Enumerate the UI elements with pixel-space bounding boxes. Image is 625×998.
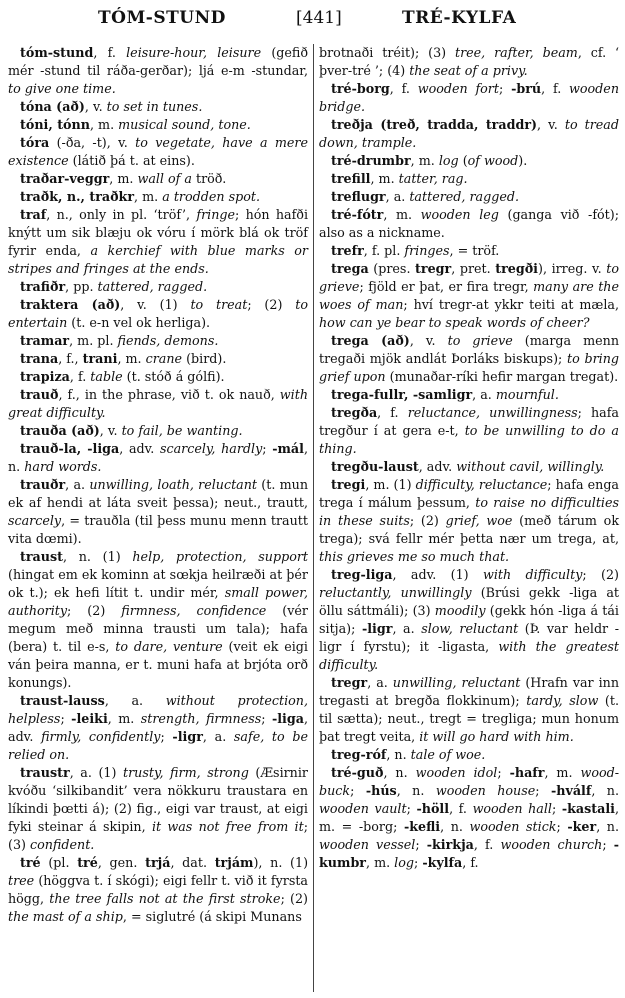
entry-text: (t. stóð á gólfi). [122, 369, 225, 384]
entry-text: ; [406, 801, 417, 816]
entry-text: ), irreg. v. [538, 261, 607, 276]
dictionary-entry [8, 278, 308, 296]
entry-headword: treg-róf [331, 747, 387, 762]
entry-headword: tóra [20, 135, 50, 150]
entry-text: (bird). [182, 351, 227, 366]
dictionary-entry [8, 170, 308, 188]
entry-definition: scarcely, hardly [160, 441, 263, 456]
entry-definition: reluctantly, unwillingly [319, 585, 472, 600]
entry-text: ; (2) [247, 297, 296, 312]
entry-text: , adv. (1) [392, 567, 483, 582]
entry-text: , v. [84, 99, 107, 114]
entry-text: , a. [367, 675, 393, 690]
entry-text: (höggva t. í skógi); eigi fellr t. við it fyrsta högg, [8, 873, 308, 906]
dictionary-entry [8, 368, 308, 386]
entry-headword: tramar [20, 333, 70, 348]
entry-definition: tree [8, 873, 35, 888]
entry-text: ; [415, 837, 427, 852]
entry-definition: trusty, firm, strong [123, 765, 249, 780]
entry-headword: treflugr [331, 189, 386, 204]
dictionary-entry [8, 188, 308, 206]
entry-text: , adv. [8, 711, 308, 744]
entry-text: , f. [449, 801, 473, 816]
entry-headword: trauð [20, 387, 59, 402]
entry-text: brotnaði tréit); (3) [319, 45, 455, 60]
entry-headword: trapiza [20, 369, 70, 384]
entry-definition: firmness, confidence [121, 603, 267, 618]
entry-text: ; [556, 819, 568, 834]
entry-definition: moodily [434, 603, 486, 618]
entry-headword: tregðu-laust [331, 459, 419, 474]
entry-text: ; [350, 783, 366, 798]
entry-text: (pl. [40, 855, 78, 870]
entry-definition: tattered, ragged. [97, 279, 208, 294]
entry-text: , v. [99, 423, 122, 438]
entry-headword: trauð-la, -liga [20, 441, 120, 456]
column-divider [313, 44, 314, 992]
entry-definition: unwilling, reluctant [392, 675, 521, 690]
dictionary-entry [319, 188, 619, 206]
entry-text: , v. (1) [120, 297, 191, 312]
entry-text: , a. [392, 621, 422, 636]
entry-definition: grief, woe [445, 513, 513, 528]
entry-definition: tatter, rag. [398, 171, 468, 186]
entry-headword: trega [331, 261, 369, 276]
entry-subheadword: -kirkja [426, 837, 474, 852]
dictionary-entry [8, 386, 308, 422]
entry-definition: to treat [190, 297, 248, 312]
entry-text: , f., in the phrase, við t. ok nauð, [58, 387, 280, 402]
entry-definition: tattered, ragged. [409, 189, 519, 204]
entry-text: (pres. [368, 261, 416, 276]
entry-headword: trega (að) [331, 333, 410, 348]
entry-headword: trauða (að) [20, 423, 100, 438]
entry-headword: trega-fullr, -samligr [331, 387, 473, 402]
entry-text: (Æsirnir kvóðu ‘silkibandit’ vera nökkuru traustara en líkindi þœtti á); (2) fig., eigi var traust, at eigi fyki steinar á skipin, [8, 765, 308, 834]
entry-text: ), n. (1) [253, 855, 309, 870]
entry-headword: tregða [331, 405, 378, 420]
entry-subheadword: trani [82, 351, 118, 366]
entry-definition: wooden bridge. [319, 81, 619, 114]
entry-subheadword: -kastali [561, 801, 615, 816]
dictionary-entry [8, 422, 308, 440]
entry-definition: fiends, demons. [117, 333, 219, 348]
entry-text: (t. e-n vel ok herliga). [67, 315, 211, 330]
entry-text: ; (2) [67, 603, 122, 618]
dictionary-entry [8, 440, 308, 476]
entry-text: , m. [117, 351, 146, 366]
entry-text: (Brúsi gekk -liga at öllu sáttmáli); (3) [319, 585, 619, 618]
entry-headword: traðar-veggr [20, 171, 110, 186]
entry-text: ; hafa enga trega í málum þessum, [319, 477, 619, 510]
page-number: [441] [296, 8, 342, 28]
entry-text: , n. [383, 765, 416, 780]
entry-text: ; [261, 711, 272, 726]
entry-text: , adv. [418, 459, 457, 474]
entry-text: (látið þá t. at eins). [68, 153, 195, 168]
entry-definition: with difficulty [483, 567, 583, 582]
dictionary-entry [319, 260, 619, 332]
entry-definition: safe, to be relied on. [8, 729, 309, 762]
entry-text: , f. [541, 81, 570, 96]
entry-definition: how can ye bear to speak words of cheer? [319, 315, 590, 330]
entry-definition: to raise no difficulties in these suits [319, 495, 619, 528]
entry-definition: to entertain [8, 297, 308, 330]
entry-headword: tóna (að) [20, 99, 85, 114]
dictionary-entry [8, 854, 308, 926]
dictionary-entry [319, 242, 619, 260]
entry-definition: musical sound, tone. [118, 117, 251, 132]
entry-subheadword: -kefli [403, 819, 441, 834]
entry-definition: scarcely [8, 513, 62, 528]
dictionary-entry [8, 548, 308, 692]
entry-text: , f. [377, 405, 408, 420]
dictionary-entry [319, 566, 619, 674]
entry-definition: unwilling, loath, reluctant [89, 477, 258, 492]
dictionary-entry [319, 764, 619, 872]
entry-headword: trauðr [20, 477, 66, 492]
entry-subheadword: tré [77, 855, 98, 870]
entry-headword: tré-borg [331, 81, 390, 96]
entry-definition: tale of woe. [410, 747, 486, 762]
entry-text: , f. [473, 837, 501, 852]
entry-text: ; fjöld er þat, er fira tregr, [359, 279, 534, 294]
entry-text: (gefið mér -stund til ráða-gerðar); ljá e-m -stundar, [8, 45, 309, 78]
entry-text: (gekk hón -liga á tái sitja); [319, 603, 619, 636]
entry-definition: firmly, confidently [41, 729, 161, 744]
entry-text: , n. [440, 819, 470, 834]
entry-headword: traðk, n., traðkr [20, 189, 135, 204]
entry-definition: a trodden spot. [162, 189, 260, 204]
dictionary-entry [319, 80, 619, 116]
dictionary-entry [8, 98, 308, 116]
entry-text: , m. pl. [69, 333, 118, 348]
entry-text: , m. [410, 153, 439, 168]
entry-text: , a. [104, 693, 166, 708]
entry-definition: table [90, 369, 123, 384]
entry-subheadword: -brú [511, 81, 542, 96]
entry-subheadword: -leiki [71, 711, 108, 726]
entry-definition: mournful. [495, 387, 559, 402]
entry-definition: it was not free from it [151, 819, 304, 834]
dictionary-entry [8, 332, 308, 350]
dictionary-entry [8, 296, 308, 332]
dictionary-entry [8, 134, 308, 170]
entry-definition: wooden stick [469, 819, 557, 834]
entry-definition: hard words. [24, 459, 102, 474]
entry-text: ; [551, 801, 562, 816]
entry-text: ; [497, 765, 510, 780]
entry-text: , m. [370, 171, 399, 186]
entry-text: ). [518, 153, 528, 168]
entry-definition: to vegetate, have a mere existence [8, 135, 308, 168]
entry-definition: to give one time. [8, 81, 116, 96]
entry-definition: to set in tunes. [106, 99, 203, 114]
entry-text: , m. [366, 855, 395, 870]
entry-text: , n. [591, 783, 620, 798]
entry-text: ; [535, 783, 551, 798]
entry-text: , v. [409, 333, 448, 348]
entry-subheadword: tregr [415, 261, 452, 276]
entry-subheadword: trjá [145, 855, 171, 870]
entry-text: ; [60, 711, 72, 726]
entry-definition: tree, rafter, beam [455, 45, 578, 60]
entry-definition: reluctance, unwillingness [407, 405, 578, 420]
entry-definition: confident. [30, 837, 95, 852]
entry-text: , m. = -borg; [319, 801, 620, 834]
entry-definition: wooden vault [319, 801, 407, 816]
entry-text: ; hón hafði knýtt um sik blæju ok vóru í mörk blá ok tröf fyrir enda, [8, 207, 309, 258]
entry-text: , f. [389, 81, 418, 96]
entry-definition: wood-buck [319, 765, 619, 798]
entry-subheadword: -höll [416, 801, 450, 816]
dictionary-entry [319, 746, 619, 764]
entry-definition: the mast of a ship [8, 909, 123, 924]
entry-text: (ganga við -fót); also as a nickname. [319, 207, 619, 240]
entry-text: , f., [58, 351, 83, 366]
left-column [8, 44, 308, 926]
entry-text: (munaðar-ríki hefir margan tregat). [385, 369, 619, 384]
entry-text: (t. mun ek af hendi at láta sveit þessa); neut., trautt, [8, 477, 308, 510]
entry-text: ; [498, 81, 512, 96]
entry-text: ; [262, 441, 273, 456]
entry-text: ; [602, 837, 614, 852]
entry-text: , m. (1) [365, 477, 416, 492]
entry-headword: tré-fótr [331, 207, 384, 222]
entry-subheadword: -liga [271, 711, 304, 726]
entry-text: , f. [93, 45, 127, 60]
entry-definition: with the greatest difficulty. [319, 639, 619, 672]
entry-definition: to be unwilling to do a thing. [319, 423, 619, 456]
entry-text: ; [414, 855, 423, 870]
dictionary-entry [8, 44, 308, 98]
entry-text: (-ða, -t), v. [49, 135, 136, 150]
entry-text: ; (3) [8, 819, 308, 852]
dictionary-entry [319, 386, 619, 404]
entry-text: , m. [383, 207, 421, 222]
entry-headword: traust [20, 549, 63, 564]
entry-text: , m. [134, 189, 163, 204]
entry-subheadword: -hús [365, 783, 397, 798]
entry-text: , = trauðla (til þess munu menn trautt vita dœmi). [8, 513, 308, 546]
entry-headword: traust-lauss [20, 693, 105, 708]
entry-definition: difficulty, reluctance [415, 477, 548, 492]
dictionary-entry [319, 404, 619, 458]
entry-text: , n., only in pl. ‘tröf’, [46, 207, 197, 222]
entry-definition: to fail, be wanting. [121, 423, 243, 438]
entry-definition: the seat of a privy. [409, 63, 528, 78]
entry-text: ; (2) [280, 891, 309, 906]
dictionary-entry [319, 458, 619, 476]
dictionary-entry [8, 116, 308, 134]
entry-definition: wooden house [435, 783, 536, 798]
entry-headword: treðja (treð, tradda, traddr) [331, 117, 538, 132]
entry-definition: slow, reluctant [421, 621, 519, 636]
dictionary-entry [319, 674, 619, 746]
entry-subheadword: -hafr [509, 765, 545, 780]
entry-definition: strength, firmness [140, 711, 262, 726]
entry-text: , = siglutré (á skipi Munans [122, 909, 302, 924]
entry-text: , m. [544, 765, 581, 780]
entry-text: (vér megum með minna trausti um tala); hafa (bera) t. til e-s, [8, 603, 308, 654]
entry-definition: small power, authority [8, 585, 308, 618]
entry-subheadword: tregði [495, 261, 539, 276]
entry-text: , m. [109, 171, 138, 186]
entry-headword: trana [20, 351, 59, 366]
entry-text: , v. [537, 117, 565, 132]
entry-text: , a. [385, 189, 410, 204]
entry-definition: wooden fort [417, 81, 499, 96]
entry-text: tröð. [191, 171, 227, 186]
entry-text: , adv. [119, 441, 160, 456]
entry-definition: log [394, 855, 414, 870]
entry-text: , f. pl. [363, 243, 405, 258]
entry-definition: to grieve [447, 333, 513, 348]
entry-text: , m. [89, 117, 119, 132]
entry-definition: wall of a [137, 171, 192, 186]
entry-text: , f. [69, 369, 91, 384]
dictionary-entry [319, 332, 619, 386]
running-header [0, 4, 625, 30]
dictionary-entry [319, 206, 619, 242]
entry-headword: treg-liga [331, 567, 393, 582]
entry-text: (t. til sætta); neut., tregt = tregliga; mun honum þat tregt veita, [319, 693, 619, 744]
entry-definition: to bring grief upon [319, 351, 620, 384]
entry-subheadword: -kumbr [319, 837, 620, 870]
entry-headword: tré [20, 855, 41, 870]
entry-definition: the tree falls not at the first stroke [49, 891, 281, 906]
entry-definition: wooden church [500, 837, 603, 852]
header-right-guide-word: TRÉ-KYLFA [402, 8, 517, 28]
entry-subheadword: -ligr [172, 729, 203, 744]
entry-definition: wooden vessel [319, 837, 416, 852]
entry-definition: wooden hall [472, 801, 552, 816]
dictionary-entry [8, 764, 308, 854]
entry-text: , gen. [97, 855, 146, 870]
entry-headword: tóm-stund [20, 45, 94, 60]
entry-subheadword: -mál [272, 441, 304, 456]
entry-text: , n. [596, 819, 619, 834]
entry-headword: tóni, tónn [20, 117, 90, 132]
entry-text: , f. [462, 855, 479, 870]
entry-text: , a. [65, 477, 90, 492]
entry-headword: tré-guð [331, 765, 384, 780]
entry-definition: of wood [467, 153, 519, 168]
header-left-guide-word: TÓM-STUND [98, 8, 226, 28]
entry-text: , m. [107, 711, 141, 726]
dictionary-entry [319, 116, 619, 152]
entry-text: , pp. [65, 279, 98, 294]
entry-definition: log [438, 153, 459, 168]
entry-definition: to tread down, trample. [319, 117, 619, 150]
dictionary-entry [8, 692, 308, 764]
entry-definition: with great difficulty. [8, 387, 308, 420]
entry-definition: to grieve [319, 261, 619, 294]
entry-text: ; (2) [582, 567, 620, 582]
entry-headword: trafiðr [20, 279, 66, 294]
entry-text: ( [458, 153, 468, 168]
entry-text: (marga menn tregaði mjök andlát Þorláks biskups); [319, 333, 619, 366]
entry-text: , = tröf. [449, 243, 500, 258]
entry-subheadword: trjám [214, 855, 254, 870]
entry-definition: to dare, venture [115, 639, 223, 654]
entry-text: ; (2) [409, 513, 446, 528]
entry-text: , pret. [451, 261, 496, 276]
entry-definition: fringe [196, 207, 235, 222]
entry-text: , n. [396, 783, 436, 798]
entry-definition: wooden leg [420, 207, 499, 222]
entry-text: , n. [386, 747, 411, 762]
entry-headword: traustr [20, 765, 70, 780]
entry-subheadword: -hválf [550, 783, 592, 798]
entry-text: ; [160, 729, 173, 744]
entry-headword: trefill [331, 171, 371, 186]
entry-definition: tardy, slow [526, 693, 599, 708]
entry-headword: tré-drumbr [331, 153, 411, 168]
entry-definition: leisure-hour, leisure [126, 45, 262, 60]
right-column [319, 44, 619, 872]
entry-text: (hingat em ek kominn at sœkja heilræði at þér ok t.); ek hefi lítit t. undir mér, [8, 567, 308, 600]
entry-headword: tregi [331, 477, 366, 492]
entry-text: , cf. ‘ þver-tré ’; (4) [319, 45, 620, 78]
entry-text: , a. [202, 729, 234, 744]
entry-definition: a kerchief with blue marks or stripes and fringes at the ends. [8, 243, 308, 276]
entry-definition: without cavil, willingly. [456, 459, 605, 474]
entry-subheadword: -kylfa [422, 855, 463, 870]
entry-headword: traktera (að) [20, 297, 121, 312]
entry-headword: traf [20, 207, 47, 222]
dictionary-entry [319, 170, 619, 188]
entry-definition: many are the woes of man [319, 279, 619, 312]
entry-definition: it will go hard with him. [419, 729, 574, 744]
dictionary-entry [319, 476, 619, 566]
entry-text: (Þ. var heldr -ligr í fyrstu); it -ligasta, [319, 621, 619, 654]
entry-text: ; hví tregr-at ykkr teiti at mæla, [403, 297, 619, 312]
entry-definition: fringes [404, 243, 450, 258]
entry-text: , dat. [170, 855, 215, 870]
entry-text: (Hrafn var inn tregasti at bregða flokkinum); [319, 675, 619, 708]
dictionary-entry [319, 152, 619, 170]
dictionary-entry [8, 476, 308, 548]
entry-text: (með tárum ok trega); svá fellr mér þetta nær um trega, at, [319, 513, 620, 546]
dictionary-entry [319, 44, 619, 80]
entry-text: (veit ek eigi ván þeira manna, er t. muni hafa at brjóta orð konungs). [8, 639, 308, 690]
entry-subheadword: -ligr [361, 621, 393, 636]
dictionary-entry [8, 350, 308, 368]
entry-definition: without protection, helpless [8, 693, 308, 726]
entry-definition: wooden idol [415, 765, 498, 780]
entry-text: , n. (1) [63, 549, 133, 564]
entry-definition: help, protection, support [132, 549, 308, 564]
entry-text: , n. [8, 441, 308, 474]
entry-headword: trefr [331, 243, 364, 258]
entry-text: , a. [472, 387, 496, 402]
entry-definition: this grieves me so much that. [319, 549, 510, 564]
entry-headword: tregr [331, 675, 368, 690]
entry-text: , a. (1) [69, 765, 124, 780]
dictionary-entry [8, 206, 308, 278]
entry-text: ; hafa tregður í at gera e-t, [319, 405, 619, 438]
entry-subheadword: -ker [567, 819, 597, 834]
entry-definition: crane [145, 351, 183, 366]
